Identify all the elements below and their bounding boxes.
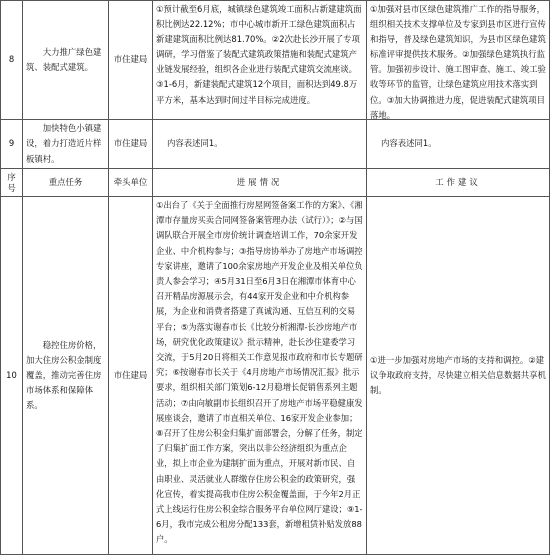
- row8-unit: 市住建局: [113, 54, 148, 65]
- header-suggestion: 工作建议: [435, 176, 481, 187]
- row10-num: 10: [6, 369, 17, 380]
- row8-task-cell: [22, 0, 109, 120]
- row9-num-cell: [0, 119, 23, 169]
- row8-progress-cell: [152, 0, 367, 120]
- row10-suggestion: ①进一步加强对房地产市场的支持和调控。②建议争取政府支持，尽快建立相关信息数据共享机制。: [370, 354, 546, 396]
- header-unit: 牵头单位: [113, 177, 148, 187]
- header-unit-cell: [108, 168, 153, 197]
- row8-num: 8: [8, 54, 15, 65]
- row9-task-cell: [22, 119, 109, 169]
- row10-task: 稳控住房价格，加大住房公积金制度覆盖，推动完善住房市场体系和保障体系。: [26, 339, 102, 411]
- row9-num: 9: [8, 138, 15, 149]
- row10-unit: 市住建局: [113, 369, 148, 380]
- header-task-cell: [22, 168, 109, 197]
- row10-progress: ①出台了《关于全面推行房屋网签备案工作的方案》、《湘潭市存量房买卖合同网签备案管理办法（试行）》；②与国调队联合开展全市房价统计调查培训工作，70余家开发企业、中介机构参与；③指导房协举办了房地产市场调控专家讲座，邀请了100余家房地产开发企业及相关单位负责人参会学习；④5月31日至6月3日在湘潭市体育中心召开精品房源展示会，有44家开发企业和中介机构参展，为企业和消费者搭建了真诚沟通、互信互利的交易平台；⑤为落实谢春市长《比较分析湘潭-长沙房地产市场，研究优化政策建议》批示精神，赴长沙住建委学习交流，于5月20日将相关工作意见报市政府和市长专题研究；⑥按谢春市长关于《4月房地产市场情况汇报》批示要求，组织相关部门策划6-12月稳增长促销售系列主题活动；⑦由向敏副市长组织召开了房地产市场平稳健康发展座谈会，邀请了市直相关单位、16家开发企业参加；⑧召开了住房公积金归集扩面部署会，分解了任务，制定了归集扩面工作方案，突出以非公经济组织为重点企业，拟上市企业为建制扩面为重点，开展对新市民、自由职业、灵活就业人群缴存住房公积金的政策研究，强化宣传，着实提高我市住房公积金覆盖面，于今年2月正式上线运行住房公积金综合服务平台单位网厅建设；⑨1-6月，我市完成公租房分配133套，新增租赁补贴发放88户。: [156, 200, 363, 545]
- row9-suggestion: 内容表述同1。: [381, 138, 437, 149]
- header-num-cell: [0, 168, 23, 197]
- row10-num-cell: [0, 196, 23, 555]
- row8-num-cell: [0, 0, 23, 120]
- row10-suggestion-cell: [366, 196, 550, 555]
- row8-progress: ①预计截至6月底，城镇绿色建筑竣工面积占新建建筑面积比例达22.12%；市中心城市新开工绿色建筑面积占新建建筑面积比例达81.70%。②2次赴长沙开展了专项调研，学习借鉴了装配式建筑政策措施和装配式建筑产业链发展经验，组织各企业进行装配式建筑交流座谈。③1-6月，新建装配式建筑12个项目，面积达到49.8万平方米，基本达到时间过半目标完成进度。: [156, 4, 362, 105]
- row10-task-cell: [22, 196, 109, 555]
- row9-suggestion-cell: [366, 119, 550, 169]
- header-suggestion-cell: [366, 168, 550, 197]
- row9-task: 加快特色小镇建设，着力打造近片样板镇村。: [26, 123, 102, 164]
- header-num: 序号: [7, 171, 16, 193]
- row8-unit-cell: [108, 0, 153, 120]
- header-task: 重点任务: [48, 176, 83, 187]
- header-progress-cell: [152, 168, 367, 197]
- row10-progress-cell: [152, 196, 367, 555]
- row9-unit: 市住建局: [113, 138, 148, 149]
- row9-unit-cell: [108, 119, 153, 169]
- row8-suggestion: ①加强对县市区绿色建筑推广工作的指导服务，组织相关技术支撑单位及专家到县市区进行宣传和指导，普及绿色建筑知识，为县市区绿色建筑标准评审提供技术服务。②加强绿色建筑执行监管。加强初步设计、施工图审查、施工、竣工验收等环节的监管，让绿色建筑应用技术落实到位。③加大协调推进力度，促进装配式建筑项目落地。: [370, 4, 546, 120]
- row9-progress-cell: [152, 119, 367, 169]
- row10-unit-cell: [108, 196, 153, 555]
- row8-task: 大力推广绿色建筑、装配式建筑。: [26, 46, 102, 72]
- row8-suggestion-cell: [366, 0, 550, 120]
- header-progress: 进展情况: [236, 176, 283, 187]
- row9-progress: 内容表述同1。: [167, 138, 223, 149]
